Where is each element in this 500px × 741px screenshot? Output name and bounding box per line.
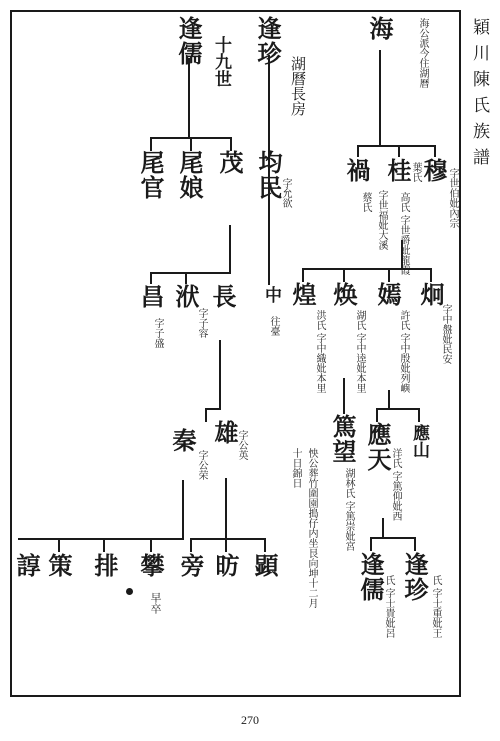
person-xian: 顕	[250, 553, 279, 578]
person-weiniang: 尾娘	[175, 150, 204, 200]
person-pan: 攀	[136, 553, 165, 578]
line-to-jiong	[430, 268, 432, 282]
line-mao-down	[229, 225, 231, 273]
person-yingtian: 應天	[363, 422, 392, 472]
line-to-xian	[264, 538, 266, 552]
line-feng-branch	[370, 537, 416, 539]
line-to-zhun	[18, 538, 58, 540]
line-to-mu	[434, 145, 436, 157]
person-pang: 旁	[176, 553, 205, 578]
person-pai: 排	[90, 553, 119, 578]
person-mao: 茂	[215, 150, 244, 175]
line-gen6-right	[190, 538, 266, 540]
note-chang2: 字子盛	[152, 318, 163, 348]
note-huo-2: 字世福妣大溪	[376, 190, 387, 250]
person-fengru-gen2: 逢儒	[174, 16, 203, 66]
person-zhong: 中	[261, 286, 281, 303]
person-ce: 策	[44, 553, 73, 578]
page-number: 270	[241, 713, 259, 727]
line-hai-branch	[357, 145, 435, 147]
note-duwang: 湖林氏 字篤崇妣宮	[343, 468, 354, 552]
line-ying-branch	[376, 408, 420, 410]
line-to-yingshan	[418, 408, 420, 422]
person-fu: 洑	[171, 284, 200, 309]
person-huan: 焕	[329, 282, 358, 307]
line-to-pai	[103, 538, 105, 552]
line-to-weiniang	[190, 137, 192, 151]
line-huan-down	[343, 378, 345, 414]
note-jiong: 字中盤妣民安	[440, 304, 451, 364]
note-yingtian: 洋氏 字篤仰妣西	[390, 448, 401, 522]
person-weiguan: 尾官	[136, 150, 165, 200]
person-junmin: 均民	[254, 150, 283, 200]
line-to-huo	[357, 145, 359, 157]
person-hai: 海	[365, 16, 394, 41]
note-gui-2: 高氏 字世爵妣龍霞	[398, 192, 409, 276]
note-gui: 葉氏	[410, 162, 421, 182]
line-xiong-branch	[205, 408, 221, 410]
note-huang: 洪氏 字中織妣本里	[314, 310, 325, 394]
line-to-fengru	[370, 537, 372, 551]
person-yingshan: 應山	[409, 424, 429, 458]
note-zhong: 往臺	[268, 316, 279, 336]
line-to-xiong	[205, 408, 207, 422]
line-to-pang	[190, 538, 192, 552]
line-to-ce	[58, 538, 60, 552]
line-qin-down	[182, 480, 184, 540]
line-to-fengzhen	[414, 537, 416, 551]
person-fengzhen-gen6: 逢珍	[400, 552, 429, 602]
person-mu: 穆	[419, 158, 448, 183]
line-to-pan	[150, 538, 152, 552]
line-chang-ext	[150, 272, 186, 274]
line-to-weiguan	[150, 137, 152, 151]
note-mu: 字世伯妣內宗	[447, 168, 458, 228]
line-yingtian-down	[382, 518, 384, 538]
person-jiong: 炯	[416, 282, 445, 307]
note-yan: 許氏 字中殷妣列嶼	[398, 310, 409, 394]
person-huang: 煌	[288, 282, 317, 307]
person-xiong: 雄	[210, 420, 239, 445]
book-title: 穎川陳氏族譜	[469, 18, 489, 174]
note-pan: 早卒	[149, 592, 162, 614]
person-duwang: 篤望	[328, 414, 357, 464]
person-gui: 桂	[383, 158, 412, 183]
note-huo: 蔡氏	[360, 192, 371, 212]
person-fang: 昉	[211, 553, 240, 578]
note-huan: 湖氏 字中逵妣本里	[354, 310, 365, 394]
line-fengru-trunk	[188, 58, 190, 138]
note-fengzhen-gen6: 氏 字士重妣王	[430, 575, 441, 639]
line-to-yingtian	[376, 408, 378, 422]
person-yan: 嫣	[373, 282, 402, 307]
note-hai: 海公派今住湖曆	[417, 18, 428, 88]
line-to-fang	[225, 538, 227, 552]
note-fengru-gen6: 氏 字士貴妣呂	[383, 575, 394, 639]
person-chang2: 昌	[136, 284, 165, 309]
line-junmin-down	[268, 240, 270, 285]
person-fengru-gen6: 逢儒	[356, 552, 385, 602]
line-yan-down	[388, 390, 390, 410]
line-to-huan	[343, 268, 345, 282]
line-xiong-down	[225, 478, 227, 540]
note-burial: 怏公葬竹圍園搗仔内坐艮向坤十二月	[306, 448, 317, 608]
person-fengzhen-gen2: 逢珍	[253, 16, 282, 66]
line-gen4-branch	[302, 268, 432, 270]
note-fu: 字子容	[196, 308, 207, 338]
note-qin: 字公荣	[196, 450, 207, 480]
line-to-gui	[398, 145, 400, 157]
line-chang-branch	[185, 272, 231, 274]
ink-dot	[126, 588, 133, 595]
line-to-mao	[230, 137, 232, 151]
line-to-huang	[302, 268, 304, 282]
person-huo: 禍	[342, 158, 371, 183]
line-hai-trunk	[379, 50, 381, 146]
person-zhun: 諄	[12, 553, 41, 578]
line-gen6-left	[58, 538, 184, 540]
note-fengzhen-gen2: 湖曆長房	[289, 56, 307, 116]
person-qin: 秦	[168, 428, 197, 453]
line-to-yan	[388, 268, 390, 282]
note-burial-date: 十日錦日	[290, 448, 301, 488]
note-xiong: 字公英	[236, 430, 247, 460]
line-chang-down	[219, 340, 221, 410]
generation-label: 十九世	[211, 36, 231, 87]
note-junmin: 字允欲	[280, 178, 291, 208]
person-chang: 長	[208, 284, 237, 309]
